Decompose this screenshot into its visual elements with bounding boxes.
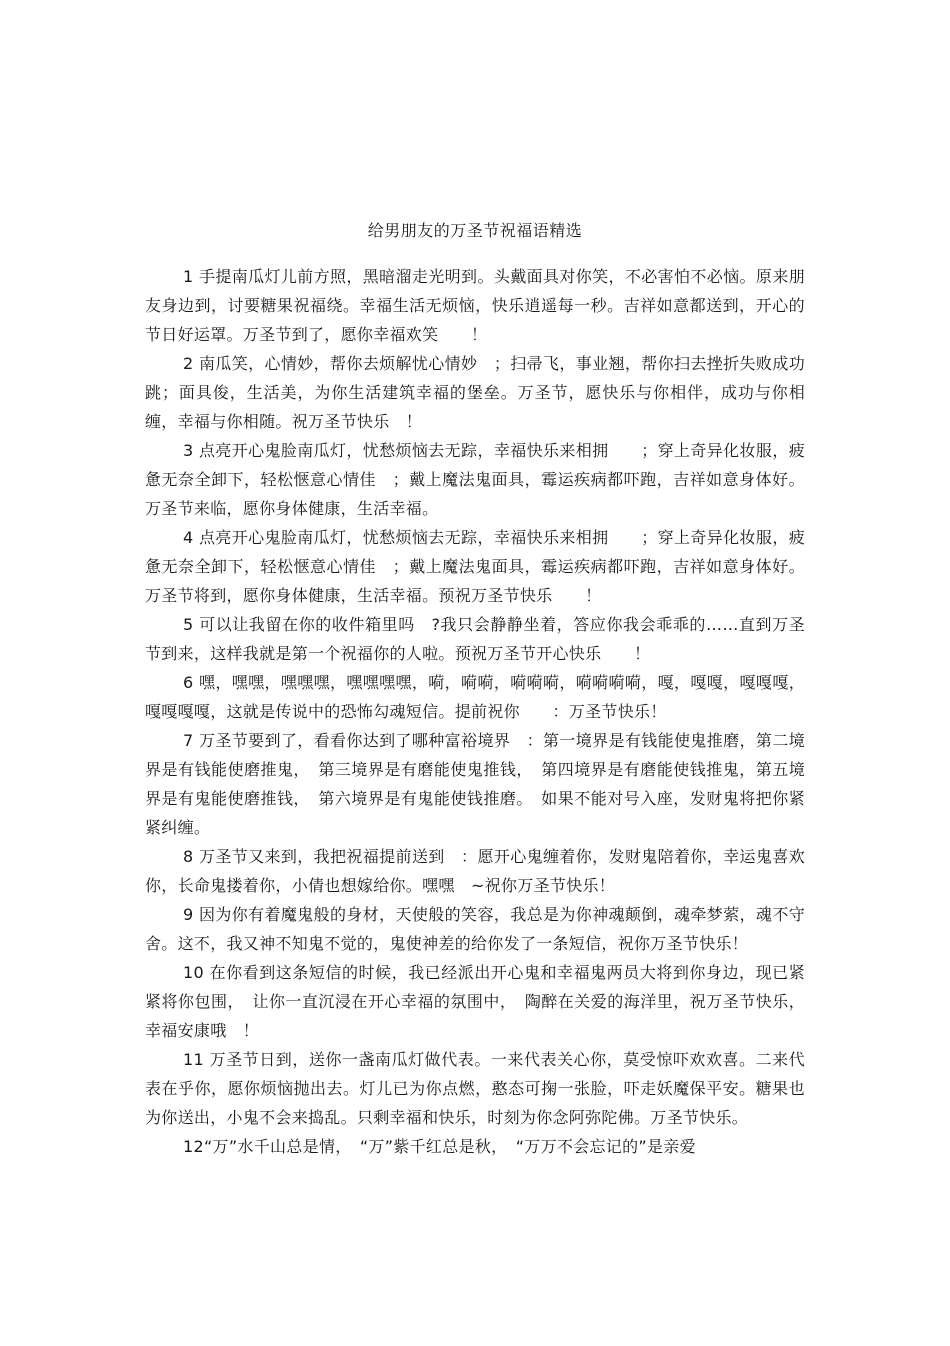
paragraph-1: 1 手提南瓜灯儿前方照，黑暗溜走光明到。头戴面具对你笑，不必害怕不必恼。原来朋友身边到，讨要糖果祝福绕。幸福生活无烦恼，快乐逍遥每一秒。吉祥如意都送到，开心的节日好运罩。万圣节到了，愿你幸福欢笑 ！ (145, 267, 805, 344)
paragraph-4: 4 点亮开心鬼脸南瓜灯，忧愁烦恼去无踪，幸福快乐来相拥 ；穿上奇异化妆服，疲惫无奈全卸下，轻松惬意心情佳 ；戴上魔法鬼面具，霉运疾病都吓跑，吉祥如意身体好。万圣节将到，愿你身体健康，生活幸福。预祝万圣节快乐 ！ (145, 528, 805, 605)
paragraph-8: 8 万圣节又来到，我把祝福提前送到 ：愿开心鬼缠着你，发财鬼陪着你，幸运鬼喜欢你，长命鬼搂着你，小倩也想嫁给你。嘿嘿 ~祝你万圣节快乐！ (145, 847, 805, 895)
paragraph-9: 9 因为你有着魔鬼般的身材，天使般的笑容，我总是为你神魂颠倒，魂牵梦萦，魂不守舍。这不，我又神不知鬼不觉的，鬼使神差的给你发了一条短信，祝你万圣节快乐！ (145, 905, 805, 953)
paragraph-6: 6 嘿，嘿嘿，嘿嘿嘿，嘿嘿嘿嘿，嗬，嗬嗬，嗬嗬嗬，嗬嗬嗬嗬，嘎，嘎嘎，嘎嘎嘎，嘎嘎嘎嘎，这就是传说中的恐怖勾魂短信。提前祝你 ：万圣节快乐！ (145, 673, 805, 721)
paragraph-11: 11 万圣节日到，送你一盏南瓜灯做代表。一来代表关心你，莫受惊吓欢欢喜。二来代表在乎你，愿你烦恼抛出去。灯儿已为你点燃，憨态可掬一张脸，吓走妖魔保平安。糖果也为你送出，小鬼不会来捣乱。只剩幸福和快乐，时刻为你念阿弥陀佛。万圣节快乐。 (145, 1050, 805, 1127)
document-body (145, 262, 805, 1161)
paragraph-12: 12“万”水千山总是情， “万”紫千红总是秋， “万万不会忘记的”是亲爱 (183, 1137, 696, 1156)
paragraph-5: 5 可以让我留在你的收件箱里吗 ?我只会静静坐着，答应你我会乖乖的……直到万圣节到来，这样我就是第一个祝福你的人啦。预祝万圣节开心快乐 ！ (145, 615, 805, 663)
paragraph-7: 7 万圣节要到了，看看你达到了哪种富裕境界 ：第一境界是有钱能使鬼推磨，第二境界是有钱能使磨推鬼， 第三境界是有磨能使鬼推钱， 第四境界是有磨能使钱推鬼，第五境界是有鬼能使磨推钱， 第六境界是有鬼能使钱推磨。 如果不能对号入座，发财鬼将把你紧紧纠缠。 (145, 731, 805, 837)
paragraph-2: 2 南瓜笑，心情妙，帮你去烦解忧心情妙 ；扫帚飞，事业翘，帮你扫去挫折失败成功跳；面具俊，生活美，为你生活建筑幸福的堡垒。万圣节，愿快乐与你相伴，成功与你相缠，幸福与你相随。祝万圣节快乐 ！ (145, 354, 805, 431)
paragraph-3: 3 点亮开心鬼脸南瓜灯，忧愁烦恼去无踪，幸福快乐来相拥 ；穿上奇异化妆服，疲惫无奈全卸下，轻松惬意心情佳 ；戴上魔法鬼面具，霉运疾病都吓跑，吉祥如意身体好。万圣节来临，愿你身体健康，生活幸福。 (145, 441, 805, 518)
document-title: 给男朋友的万圣节祝福语精选 (367, 221, 583, 240)
paragraph-10: 10 在你看到这条短信的时候，我已经派出开心鬼和幸福鬼两员大将到你身边，现已紧紧将你包围， 让你一直沉浸在开心幸福的氛围中， 陶醉在关爱的海洋里，祝万圣节快乐，幸福安康哦 ！ (145, 963, 805, 1040)
